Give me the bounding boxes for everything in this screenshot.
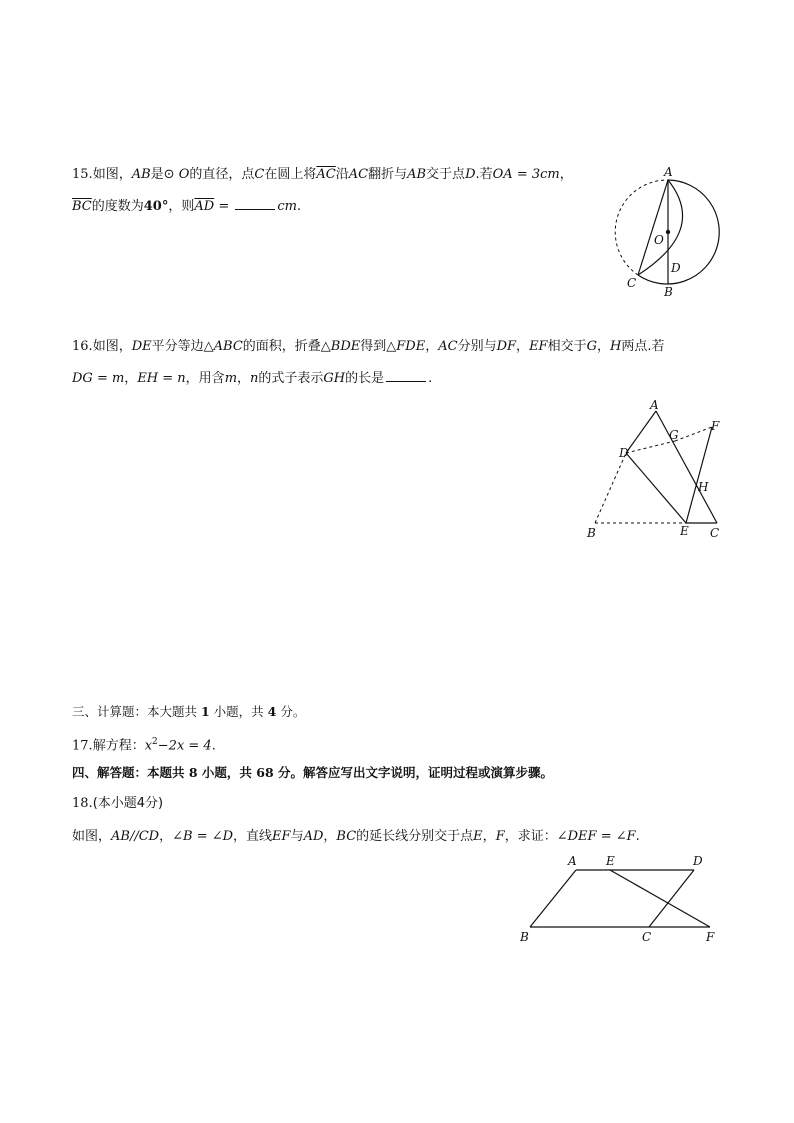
q18-goal: ∠DEF = ∠F	[556, 829, 636, 844]
arc-ad: $\overline{AD}$	[194, 199, 215, 214]
segment-dc	[649, 870, 694, 927]
segment-fe	[686, 427, 712, 523]
label-b: B	[664, 285, 673, 299]
q15-answer-blank[interactable]	[235, 197, 275, 210]
q17-line: 17.解方程：$x^2-2x = 4$.	[72, 737, 216, 754]
segment-ef	[610, 870, 710, 927]
section-3-heading: 三、计算题：本大题共 1 小题，共 4 分。	[72, 704, 306, 719]
section-4-heading: 四、解答题：本题共 8 小题，共 68 分。解答应写出文字说明，证明过程或演算步骤。	[72, 765, 554, 780]
q15-given-oa: OA = 3cm	[492, 167, 560, 182]
label-c: C	[710, 526, 720, 540]
q18-line: 如图，AB//CD，∠B = ∠D，直线EF与AD，BC的延长线分别交于点E，F，求证：∠DEF = ∠F.	[72, 829, 640, 844]
q18-header	[72, 795, 163, 813]
q16-line-2: DG = m，EH = n，用含m，n的式子表示GH的长是 .	[72, 371, 433, 386]
q16-answer-blank[interactable]	[386, 369, 426, 382]
q18-number: 18.	[72, 796, 93, 811]
segment-de	[626, 453, 686, 523]
segment-gf-dashed	[675, 427, 712, 441]
label-d: D	[619, 446, 629, 460]
label-a: A	[568, 854, 577, 868]
label-c: C	[627, 276, 637, 290]
segment-ac	[656, 411, 717, 523]
label-f: F	[706, 930, 715, 944]
label-d: D	[693, 854, 703, 868]
arc-bc: $\overline{BC}$	[72, 199, 92, 214]
q16-line-1: 16.如图，DE平分等边△ABC的面积，折叠△BDE得到△FDE，AC分别与DF，EF相交于G，H两点.若	[72, 339, 665, 354]
label-h: H	[698, 480, 709, 494]
label-o: O	[654, 233, 664, 247]
segment-ab	[530, 870, 576, 927]
q16-number: 16.	[72, 339, 93, 354]
q15-line-2: $\overline{BC}$的度数为40°，则$\overline{AD}$ = cm.	[72, 199, 302, 214]
q17-equation: −2x = 4	[157, 738, 212, 754]
q18-score: (本小题4分)	[92, 796, 164, 811]
q15-number: 15.	[72, 167, 93, 182]
q17-number: 17.	[72, 738, 93, 754]
label-e: E	[606, 854, 615, 868]
circle-symbol: ⊙	[163, 167, 175, 182]
label-c: C	[642, 930, 652, 944]
label-a: A	[650, 398, 659, 412]
figure-16-triangle	[580, 395, 730, 545]
label-e: E	[680, 524, 689, 538]
figure-18-parallelogram	[510, 850, 730, 950]
label-b: B	[520, 930, 529, 944]
center-dot	[666, 230, 670, 234]
label-g: G	[669, 428, 679, 442]
q15-line-1: 15.如图，AB是⊙ O的直径，点C在圆上将$\overline{AC}$沿AC翻折与AB交于点D.若OA = 3cm，	[72, 167, 573, 182]
circle-dashed-arc	[615, 180, 668, 275]
label-a: A	[664, 165, 673, 179]
figure-15-circle	[600, 160, 740, 305]
label-d: D	[671, 261, 681, 275]
chord-ac	[638, 180, 668, 275]
label-b: B	[587, 526, 596, 540]
q15-degree: 40°	[143, 199, 169, 214]
label-f: F	[711, 419, 720, 433]
segment-bd-dashed	[595, 453, 626, 523]
arc-ac: $\overline{AC}$	[316, 167, 336, 182]
